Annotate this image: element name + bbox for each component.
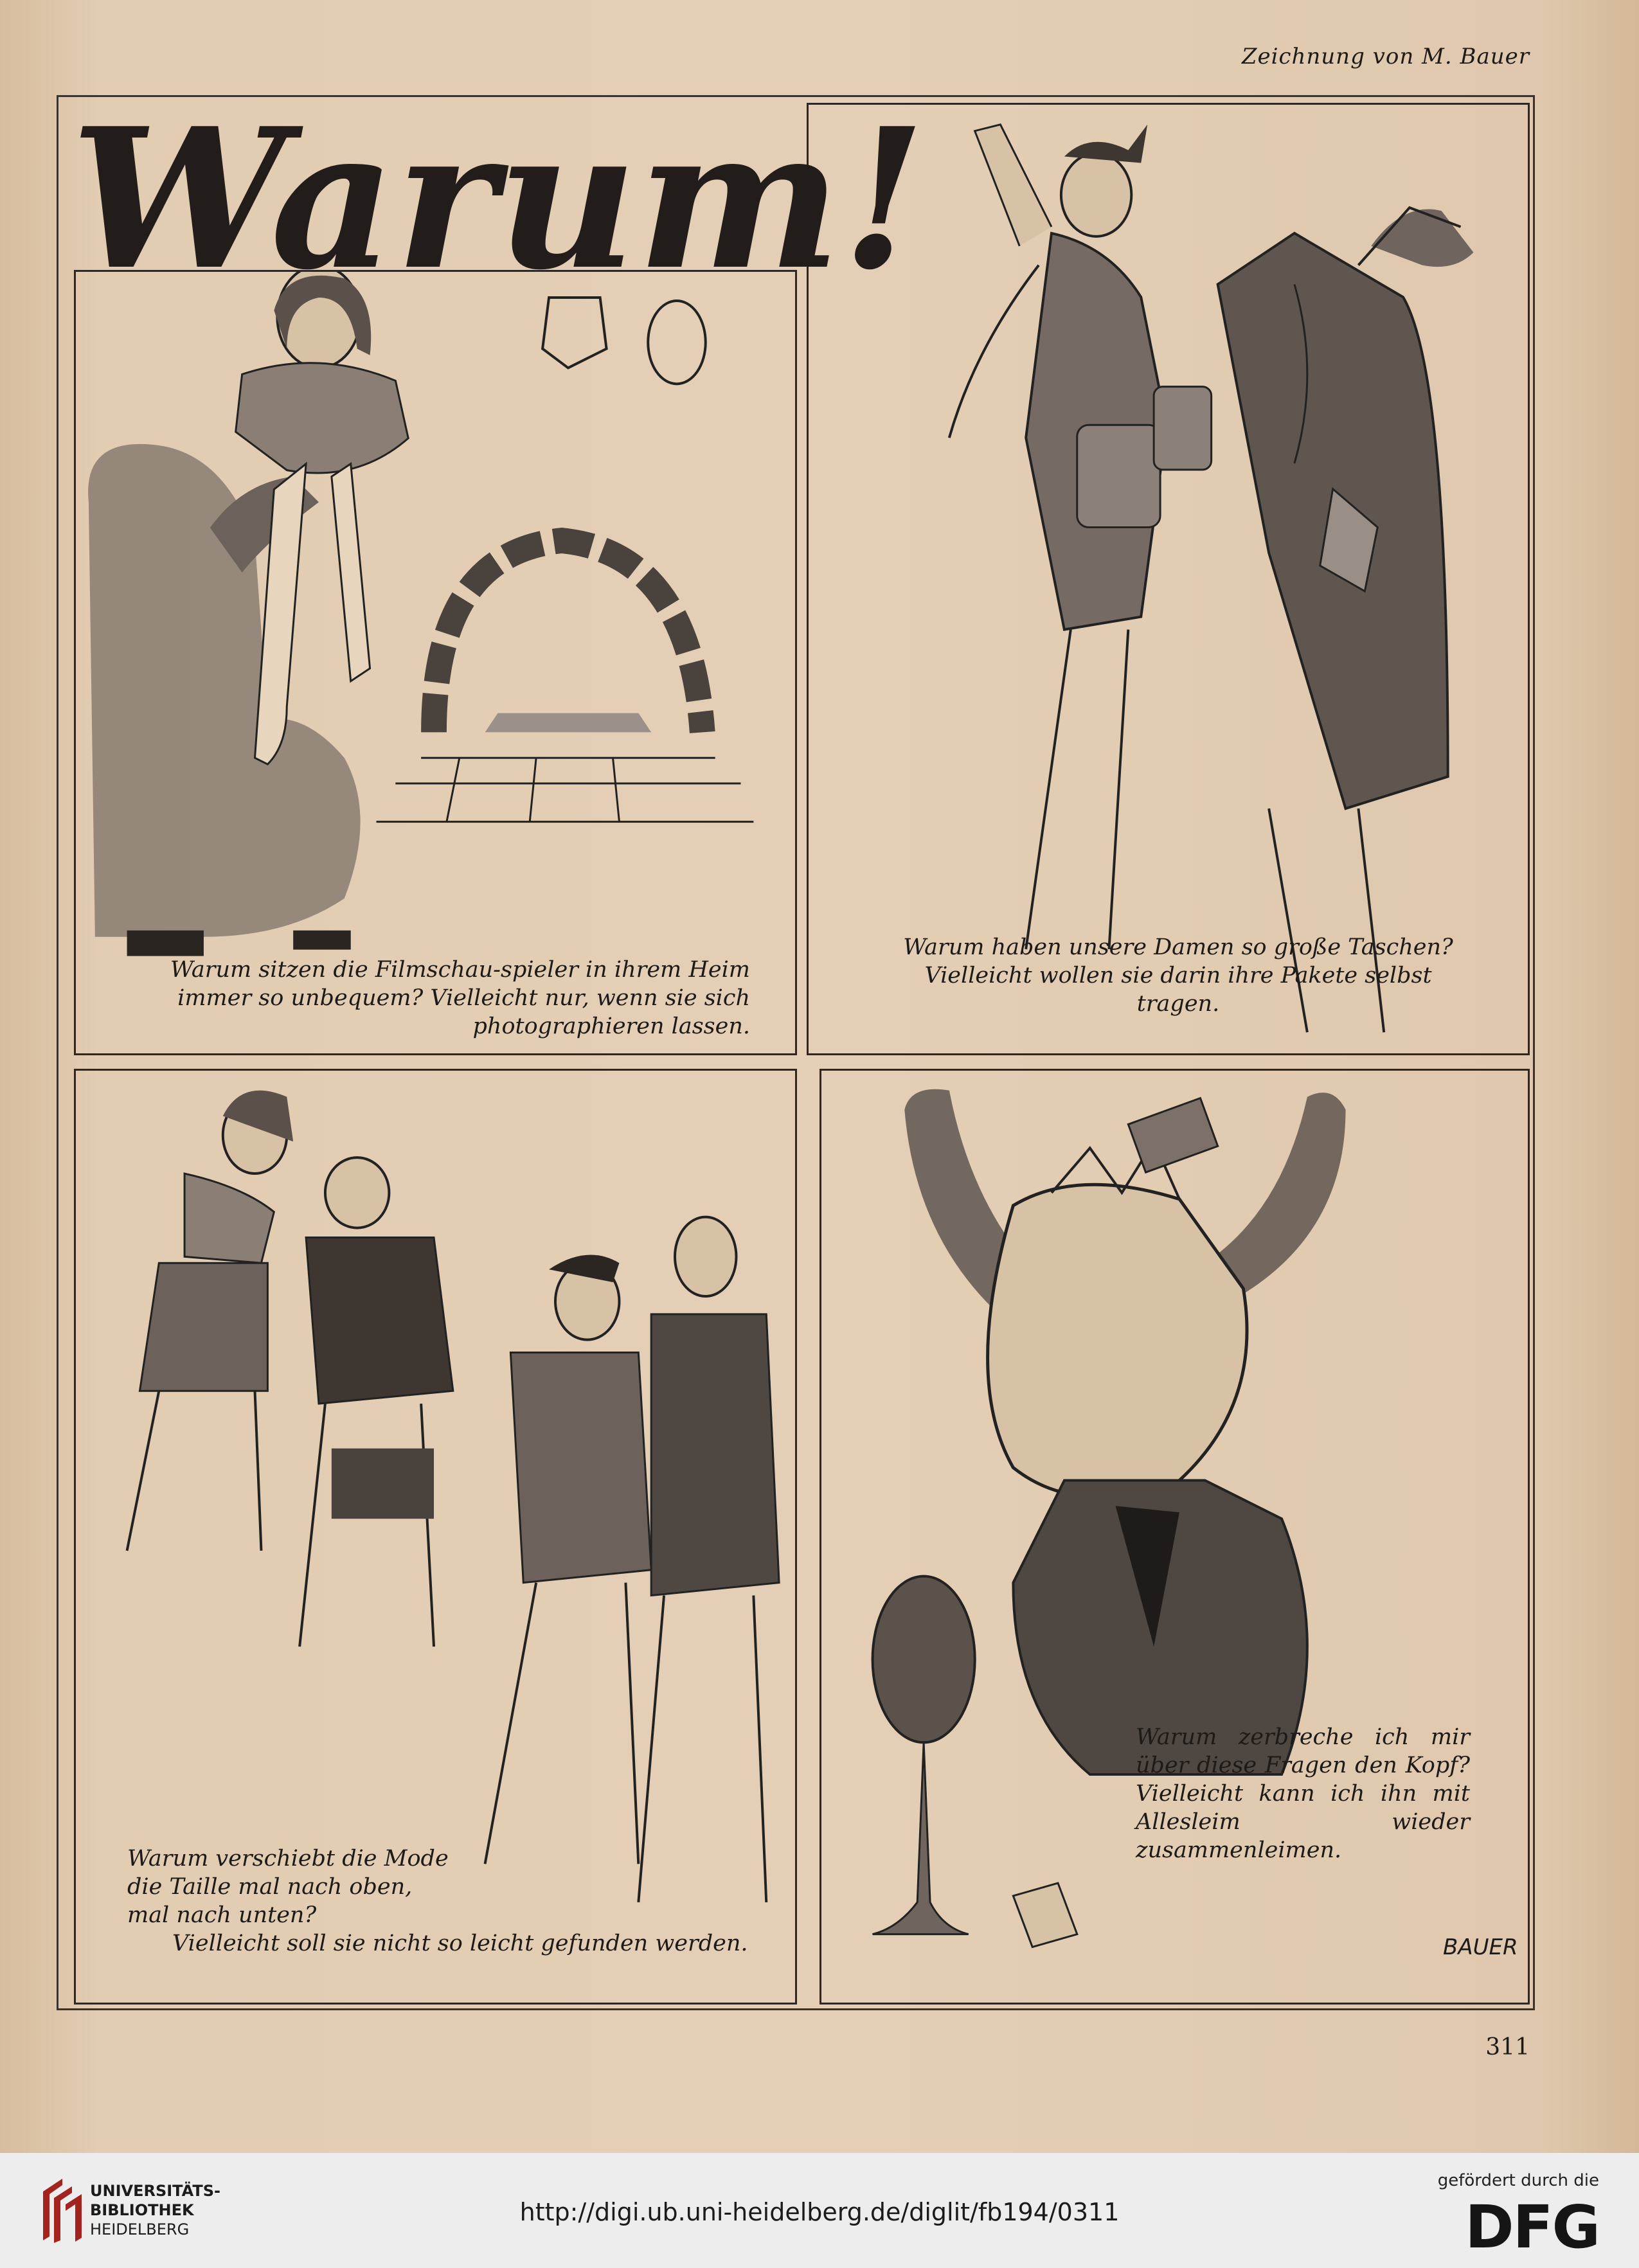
page-number: 311 (1485, 2034, 1530, 2060)
funding-note: gefördert durch die (1437, 2171, 1599, 2190)
illustrator-credit: Zeichnung von M. Bauer (1241, 44, 1530, 69)
panel-1-film-actress (74, 270, 797, 1055)
panel-4-caption: Warum zerbreche ich mir über diese Fragen den Kopf? Vielleicht kann ich ihn mit Allesleim wieder zusammenleimen. (1136, 1724, 1470, 1863)
panel-2-caption: Warum haben unsere Damen so große Taschen? Vielleicht wollen sie darin ihre Pakete selbst tragen. (903, 934, 1453, 1017)
title-text: Warum! (71, 93, 926, 312)
artist-signature: BAUER (1443, 1934, 1518, 1960)
panel-4-broken-head (820, 1069, 1530, 2005)
library-line-2: BIBLIOTHEK (90, 2201, 194, 2219)
title-warum (64, 93, 964, 325)
panel-3-caption (127, 1844, 770, 1958)
panel-3-fashion-waistline (74, 1069, 797, 2005)
actress-illustration (76, 272, 795, 1053)
panel-3-caption-line-1: Warum verschiebt die Mode (127, 1846, 449, 1871)
panel-3-caption-line-4: Vielleicht soll sie nicht so leicht gefunden werden. (172, 1931, 748, 1956)
panel-1-caption: Warum sitzen die Filmschau-spieler in ihrem Heim immer so unbequem? Vielleicht nur, wenn sie sich photographieren lassen. (170, 957, 750, 1039)
library-line-1: UNIVERSITÄTS- (90, 2182, 221, 2200)
dfg-logo: DFG (1465, 2193, 1599, 2262)
digital-object-url[interactable]: http://digi.ub.uni-heidelberg.de/diglit/fb194/0311 (519, 2198, 1120, 2226)
panel-3-caption-line-3: mal nach unten? (127, 1902, 317, 1928)
digitization-footer (0, 2153, 1639, 2268)
library-line-3: HEIDELBERG (90, 2220, 190, 2238)
panel-3-caption-line-2: die Taille mal nach oben, (127, 1874, 413, 1900)
